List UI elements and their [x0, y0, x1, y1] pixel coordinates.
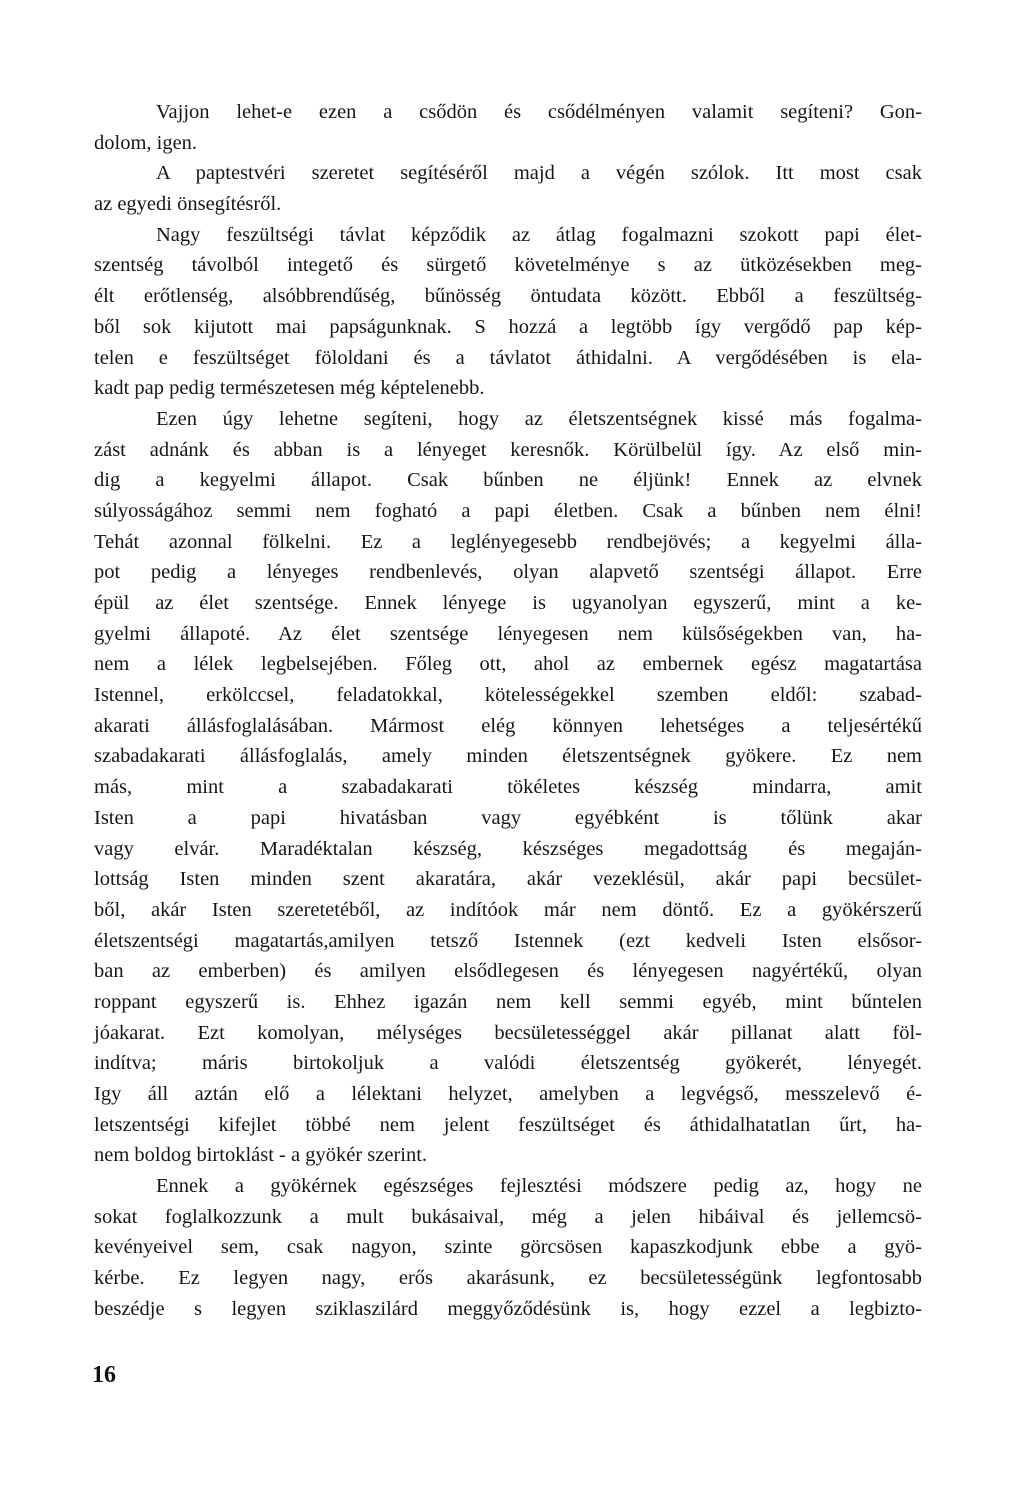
text-line: letszentségi kifejlet többé nem jelent feszültséget és áthidalhatatlan űrt, ha- — [94, 1113, 922, 1136]
text-line: beszédje s legyen sziklaszilárd meggyőződésünk is, hogy ezzel a legbizto- — [94, 1297, 922, 1320]
page-number: 16 — [92, 1362, 116, 1388]
text-line: Isten a papi hivatásban vagy egyébként is tőlünk akar — [94, 806, 922, 829]
text-line: dolom, igen. — [94, 131, 198, 154]
text-line: Igy áll aztán elő a lélektani helyzet, amelyben a legvégső, messzelevő é- — [94, 1083, 922, 1105]
text-line: az egyedi önsegítésről. — [94, 193, 282, 216]
text-line: épül az élet szentsége. Ennek lényege is ugyanolyan egyszerű, mint a ke- — [94, 592, 922, 614]
text-line: jóakarat. Ezt komolyan, mélységes becsületességgel akár pillanat alatt föl- — [94, 1021, 922, 1044]
text-line: Istennel, erkölccsel, feladatokkal, kötelességekkel szemben eldől: szabad- — [94, 684, 922, 707]
text-line: Tehát azonnal fölkelni. Ez a leglényegesebb rendbejövés; a kegyelmi álla- — [94, 530, 922, 553]
text-line: szabadakarati állásfoglalás, amely minden életszentségnek gyökere. Ez nem — [94, 745, 922, 768]
text-line: vagy elvár. Maradéktalan készség, készséges megadottság és megaján- — [94, 837, 922, 860]
text-line: akarati állásfoglalásában. Mármost elég könnyen lehetséges a teljesértékű — [94, 714, 922, 737]
text-line: Vajjon lehet-e ezen a csődön és csődélményen valamit segíteni? Gon- — [156, 101, 922, 123]
text-line: ből sok kijutott mai papságunknak. S hozzá a legtöbb így vergődő pap kép- — [94, 315, 922, 338]
body-text — [94, 97, 922, 1325]
text-line: ből, akár Isten szeretetéből, az indítóok már nem döntő. Ez a gyökérszerű — [94, 898, 922, 921]
text-line: kadt pap pedig természetesen még képtelenebb. — [94, 377, 485, 400]
text-line: roppant egyszerű is. Ehhez igazán nem kell semmi egyéb, mint bűntelen — [94, 990, 922, 1013]
text-line: telen e feszültséget föloldani és a távlatot áthidalni. A vergődésében is ela- — [94, 346, 922, 369]
text-line: élt erőtlenség, alsóbbrendűség, bűnösség öntudata között. Ebből a feszültség- — [94, 285, 922, 308]
text-line: sokat foglalkozzunk a mult bukásaival, még a jelen hibáival és jellemcsö- — [94, 1205, 922, 1228]
text-line: zást adnánk és abban is a lényeget keresnők. Körülbelül így. Az első min- — [94, 438, 922, 461]
text-line: pot pedig a lényeges rendbenlevés, olyan alapvető szentségi állapot. Erre — [94, 561, 922, 584]
text-line: súlyosságához semmi nem fogható a papi életben. Csak a bűnben nem élni! — [94, 499, 922, 522]
text-line: gyelmi állapoté. Az élet szentsége lényegesen nem külsőségekben van, ha- — [94, 622, 922, 645]
text-line: indítva; máris birtokoljuk a valódi életszentség gyökerét, lényegét. — [94, 1052, 922, 1075]
text-line: szentség távolból integető és sürgető követelménye s az ütközésekben meg- — [94, 254, 922, 277]
text-line: lottság Isten minden szent akaratára, akár vezeklésül, akár papi becsület- — [94, 868, 922, 891]
text-line: életszentségi magatartás,amilyen tetsző Istennek (ezt kedveli Isten elsősor- — [94, 929, 922, 952]
text-line: kérbe. Ez legyen nagy, erős akarásunk, ez becsületességünk legfontosabb — [94, 1267, 922, 1290]
text-line: más, mint a szabadakarati tökéletes készség mindarra, amit — [94, 776, 922, 799]
text-line: Ennek a gyökérnek egészséges fejlesztési módszere pedig az, hogy ne — [156, 1175, 922, 1198]
text-line: ban az emberben) és amilyen elsődlegesen és lényegesen nagyértékű, olyan — [94, 960, 922, 983]
text-line: kevényeivel sem, csak nagyon, szinte görcsösen kapaszkodjunk ebbe a gyö- — [94, 1236, 922, 1259]
text-line: Nagy feszültségi távlat képződik az átlag fogalmazni szokott papi élet- — [156, 223, 922, 246]
text-line: nem boldog birtoklást - a gyökér szerint. — [94, 1144, 428, 1167]
text-line: A paptestvéri szeretet segítéséről majd a végén szólok. Itt most csak — [156, 162, 922, 185]
text-line: Ezen úgy lehetne segíteni, hogy az életszentségnek kissé más fogalma- — [156, 407, 922, 430]
text-line: nem a lélek legbelsejében. Főleg ott, ahol az embernek egész magatartása — [94, 653, 922, 676]
text-line: dig a kegyelmi állapot. Csak bűnben ne éljünk! Ennek az elvnek — [94, 469, 922, 492]
